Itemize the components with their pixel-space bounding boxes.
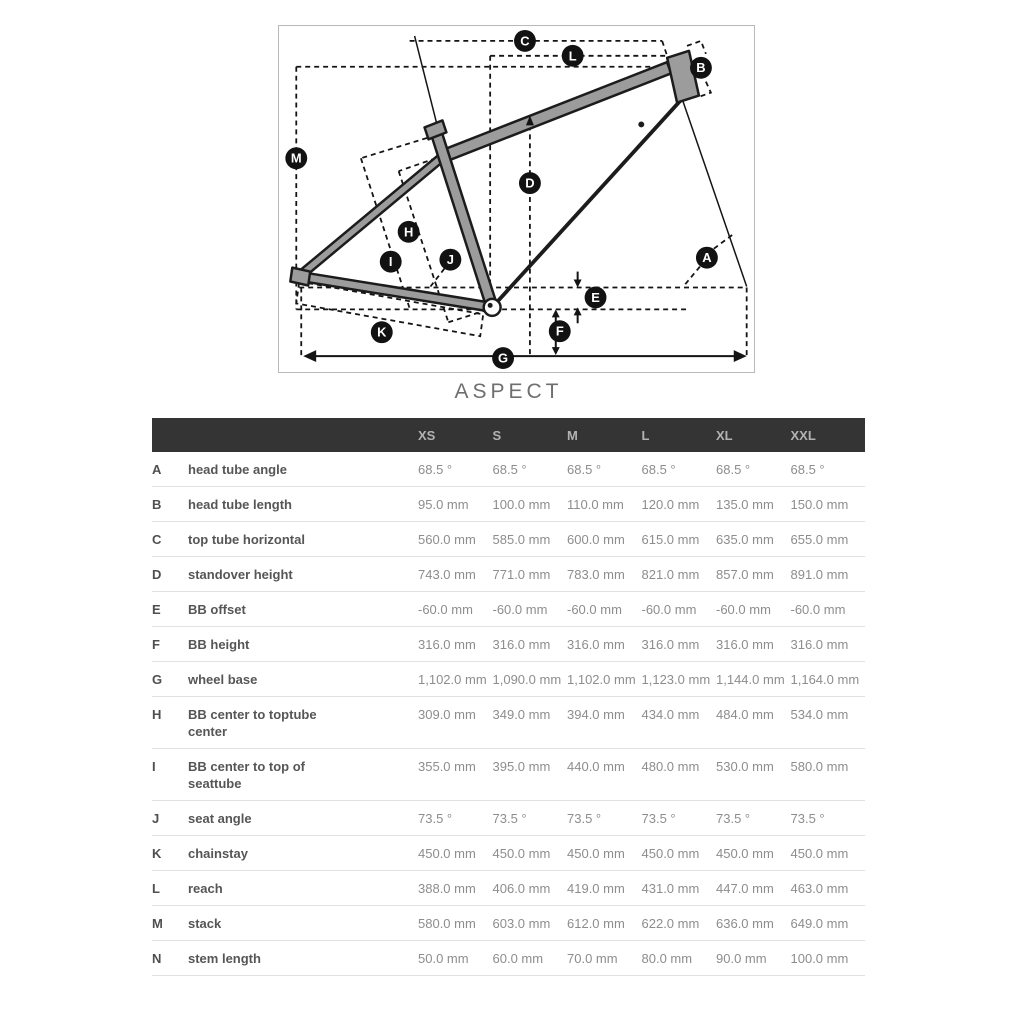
row-label	[188, 452, 418, 487]
badge-c	[514, 30, 536, 52]
geometry-table-body	[152, 452, 865, 976]
row-value: 450.0 mm	[567, 836, 642, 871]
row-value: 68.5 °	[716, 452, 791, 487]
row-letter: M	[152, 906, 188, 941]
row-letter: L	[152, 871, 188, 906]
row-value: 73.5 °	[567, 801, 642, 836]
row-value: 534.0 mm	[791, 697, 866, 749]
row-label	[188, 871, 418, 906]
svg-text:H: H	[403, 224, 414, 240]
row-letter: H	[152, 697, 188, 749]
row-value: 50.0 mm	[418, 941, 493, 976]
row-value: -60.0 mm	[791, 592, 866, 627]
badge-a	[696, 247, 718, 269]
row-letter: N	[152, 941, 188, 976]
row-value: 1,164.0 mm	[791, 662, 866, 697]
table-row	[152, 749, 865, 801]
row-value: 857.0 mm	[716, 557, 791, 592]
row-value: -60.0 mm	[716, 592, 791, 627]
row-value: 612.0 mm	[567, 906, 642, 941]
row-value: 771.0 mm	[493, 557, 568, 592]
row-label	[188, 906, 418, 941]
badge-g	[492, 347, 514, 369]
row-value: 120.0 mm	[642, 487, 717, 522]
row-label-text: chainstay	[188, 846, 248, 861]
row-value: 316.0 mm	[716, 627, 791, 662]
header-label-col	[188, 418, 418, 452]
badge-j	[439, 249, 461, 271]
row-value: -60.0 mm	[418, 592, 493, 627]
table-row	[152, 592, 865, 627]
svg-text:J: J	[446, 252, 454, 268]
row-value: 316.0 mm	[493, 627, 568, 662]
row-value: 783.0 mm	[567, 557, 642, 592]
row-value: 100.0 mm	[791, 941, 866, 976]
row-value: 90.0 mm	[716, 941, 791, 976]
row-value: 615.0 mm	[642, 522, 717, 557]
row-value: 70.0 mm	[567, 941, 642, 976]
row-value: 635.0 mm	[716, 522, 791, 557]
row-value: 73.5 °	[493, 801, 568, 836]
row-value: 580.0 mm	[791, 749, 866, 801]
column-header-l: L	[642, 418, 717, 452]
row-label	[188, 487, 418, 522]
row-value: 636.0 mm	[716, 906, 791, 941]
badge-f	[549, 320, 571, 342]
svg-text:F: F	[555, 323, 564, 339]
row-label-text: head tube length	[188, 497, 292, 512]
row-value: 355.0 mm	[418, 749, 493, 801]
table-row	[152, 487, 865, 522]
column-header-m: M	[567, 418, 642, 452]
row-value: 394.0 mm	[567, 697, 642, 749]
badge-b	[690, 57, 712, 79]
badge-e	[585, 286, 607, 308]
row-value: 622.0 mm	[642, 906, 717, 941]
svg-text:K: K	[377, 324, 387, 340]
row-letter: F	[152, 627, 188, 662]
badge-i	[380, 251, 402, 273]
row-value: 1,144.0 mm	[716, 662, 791, 697]
badge-m	[285, 147, 307, 169]
row-letter: B	[152, 487, 188, 522]
row-value: 603.0 mm	[493, 906, 568, 941]
row-value: 349.0 mm	[493, 697, 568, 749]
row-value: 1,123.0 mm	[642, 662, 717, 697]
row-value: 395.0 mm	[493, 749, 568, 801]
svg-text:M: M	[290, 150, 302, 166]
row-value: 440.0 mm	[567, 749, 642, 801]
table-row	[152, 801, 865, 836]
row-label-text: BB center to toptube center	[188, 707, 317, 739]
row-value: 580.0 mm	[418, 906, 493, 941]
geometry-table	[152, 418, 865, 976]
row-label	[188, 801, 418, 836]
row-label-text: stack	[188, 916, 222, 931]
row-value: 68.5 °	[791, 452, 866, 487]
row-value: 450.0 mm	[493, 836, 568, 871]
row-label	[188, 522, 418, 557]
row-value: 100.0 mm	[493, 487, 568, 522]
table-row	[152, 941, 865, 976]
table-row	[152, 557, 865, 592]
column-header-xs: XS	[418, 418, 493, 452]
row-value: 1,102.0 mm	[418, 662, 493, 697]
row-label-text: standover height	[188, 567, 293, 582]
row-letter: G	[152, 662, 188, 697]
svg-text:C: C	[520, 33, 530, 49]
row-value: -60.0 mm	[642, 592, 717, 627]
row-value: 1,090.0 mm	[493, 662, 568, 697]
row-letter: I	[152, 749, 188, 801]
row-value: 316.0 mm	[791, 627, 866, 662]
row-label-text: top tube horizontal	[188, 532, 305, 547]
row-value: 431.0 mm	[642, 871, 717, 906]
row-letter: E	[152, 592, 188, 627]
row-label	[188, 592, 418, 627]
row-value: -60.0 mm	[493, 592, 568, 627]
row-value: 821.0 mm	[642, 557, 717, 592]
bike-frame-drawing	[279, 26, 754, 372]
row-label	[188, 697, 418, 749]
svg-text:E: E	[591, 289, 600, 305]
badge-h	[398, 221, 420, 243]
row-letter: K	[152, 836, 188, 871]
svg-text:L: L	[568, 48, 577, 64]
row-value: 891.0 mm	[791, 557, 866, 592]
row-label-text: reach	[188, 881, 223, 896]
row-label	[188, 627, 418, 662]
row-value: 655.0 mm	[791, 522, 866, 557]
row-value: 1,102.0 mm	[567, 662, 642, 697]
row-label	[188, 557, 418, 592]
table-row	[152, 871, 865, 906]
geometry-diagram	[278, 25, 755, 373]
row-value: 95.0 mm	[418, 487, 493, 522]
row-label-text: BB height	[188, 637, 250, 652]
row-value: 450.0 mm	[642, 836, 717, 871]
row-value: 480.0 mm	[642, 749, 717, 801]
row-value: 316.0 mm	[418, 627, 493, 662]
badge-d	[519, 172, 541, 194]
row-value: 73.5 °	[791, 801, 866, 836]
row-value: 450.0 mm	[791, 836, 866, 871]
column-header-xxl: XXL	[791, 418, 866, 452]
crank-dot	[488, 303, 493, 308]
row-value: 150.0 mm	[791, 487, 866, 522]
row-value: 316.0 mm	[567, 627, 642, 662]
svg-text:A: A	[702, 250, 712, 266]
row-value: 450.0 mm	[716, 836, 791, 871]
svg-text:I: I	[388, 254, 393, 270]
dimension-arrows	[303, 115, 746, 362]
table-row	[152, 627, 865, 662]
row-value: 463.0 mm	[791, 871, 866, 906]
badge-k	[371, 321, 393, 343]
table-row	[152, 522, 865, 557]
row-value: 530.0 mm	[716, 749, 791, 801]
row-value: 68.5 °	[567, 452, 642, 487]
row-value: 560.0 mm	[418, 522, 493, 557]
svg-text:G: G	[498, 350, 509, 366]
column-header-s: S	[493, 418, 568, 452]
table-row	[152, 662, 865, 697]
row-value: 68.5 °	[493, 452, 568, 487]
table-header-row	[152, 418, 865, 452]
row-value: 600.0 mm	[567, 522, 642, 557]
row-label-text: stem length	[188, 951, 261, 966]
row-value: 135.0 mm	[716, 487, 791, 522]
row-value: 406.0 mm	[493, 871, 568, 906]
row-letter: C	[152, 522, 188, 557]
row-value: 316.0 mm	[642, 627, 717, 662]
row-value: 68.5 °	[418, 452, 493, 487]
row-value: 80.0 mm	[642, 941, 717, 976]
table-row	[152, 452, 865, 487]
row-value: 484.0 mm	[716, 697, 791, 749]
row-label-text: BB center to top of seattube	[188, 759, 305, 791]
row-value: 388.0 mm	[418, 871, 493, 906]
row-value: 309.0 mm	[418, 697, 493, 749]
row-label	[188, 836, 418, 871]
row-letter: A	[152, 452, 188, 487]
row-label	[188, 749, 418, 801]
row-value: 73.5 °	[418, 801, 493, 836]
table-row	[152, 697, 865, 749]
frame-tubes	[290, 51, 699, 312]
row-value: 60.0 mm	[493, 941, 568, 976]
badge-l	[562, 45, 584, 67]
row-value: 110.0 mm	[567, 487, 642, 522]
page-title: ASPECT	[454, 380, 563, 403]
row-label	[188, 941, 418, 976]
row-value: 73.5 °	[642, 801, 717, 836]
row-value: 73.5 °	[716, 801, 791, 836]
column-header-xl: XL	[716, 418, 791, 452]
row-letter: J	[152, 801, 188, 836]
row-value: 434.0 mm	[642, 697, 717, 749]
row-label-text: head tube angle	[188, 462, 287, 477]
row-value: 649.0 mm	[791, 906, 866, 941]
row-value: 68.5 °	[642, 452, 717, 487]
header-letter-col	[152, 418, 188, 452]
row-value: 585.0 mm	[493, 522, 568, 557]
row-value: 419.0 mm	[567, 871, 642, 906]
svg-text:B: B	[696, 60, 706, 76]
table-row	[152, 906, 865, 941]
row-letter: D	[152, 557, 188, 592]
row-value: -60.0 mm	[567, 592, 642, 627]
row-label-text: BB offset	[188, 602, 246, 617]
row-label	[188, 662, 418, 697]
row-label-text: wheel base	[188, 672, 258, 687]
svg-text:D: D	[525, 175, 535, 191]
geometry-table-wrap	[152, 418, 865, 976]
row-value: 743.0 mm	[418, 557, 493, 592]
row-value: 447.0 mm	[716, 871, 791, 906]
bottom-bracket	[484, 299, 501, 316]
table-row	[152, 836, 865, 871]
row-label-text: seat angle	[188, 811, 252, 826]
downtube-dot	[638, 121, 644, 127]
row-value: 450.0 mm	[418, 836, 493, 871]
